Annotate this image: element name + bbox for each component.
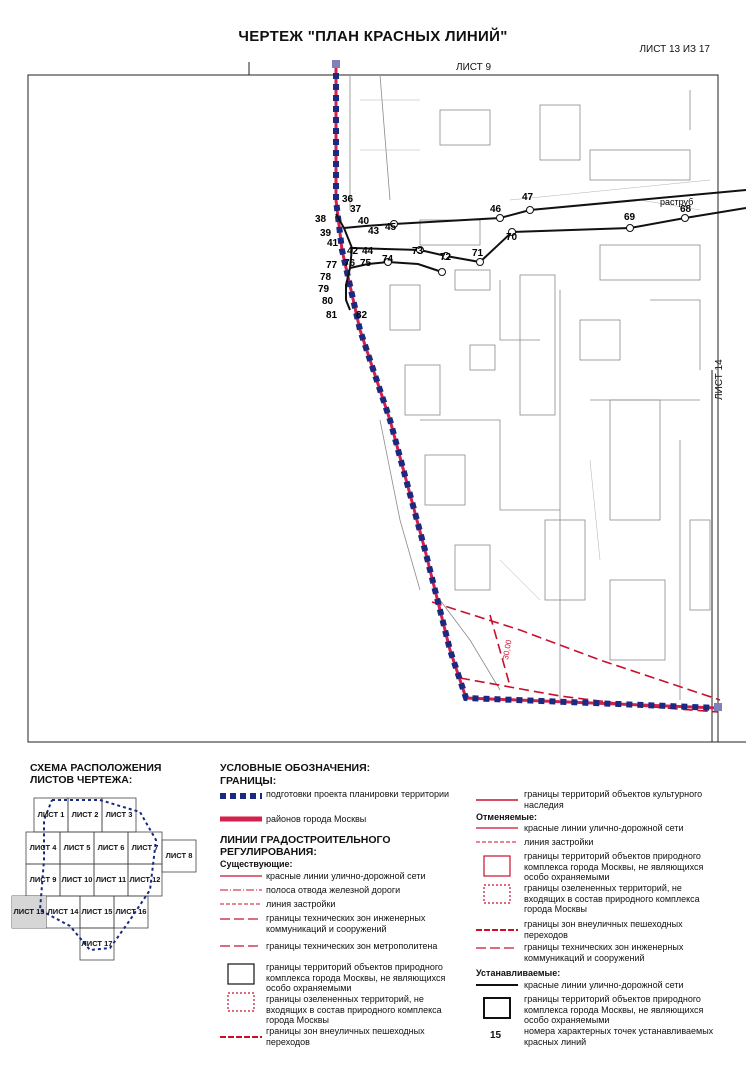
scheme-sheet-9[interactable]: ЛИСТ 9	[29, 875, 57, 884]
legend-symbols-right	[476, 800, 518, 1018]
scheme-sheet-3[interactable]: ЛИСТ 3	[105, 810, 133, 819]
scheme-sheet-14[interactable]: ЛИСТ 14	[47, 907, 79, 916]
legend-existing-railway: полоса отвода железной дороги	[266, 885, 401, 895]
legend-established-points: номера характерных точек устанавливаемых красных линий	[524, 1026, 714, 1047]
point-label-41: 41	[327, 238, 339, 249]
base-map-detail	[360, 100, 710, 600]
point-label-46: 46	[490, 204, 502, 215]
point-label-82: 82	[356, 310, 368, 321]
scheme-sheet-11[interactable]: ЛИСТ 11	[95, 875, 127, 884]
boundary-end-marker	[714, 703, 722, 711]
point-label-38: 38	[315, 214, 327, 225]
point-label-40: 40	[358, 216, 370, 227]
adjacent-sheet-right[interactable]: ЛИСТ 14	[714, 359, 725, 400]
adjacent-sheet-top[interactable]: ЛИСТ 9	[456, 62, 492, 73]
legend-existing-title: Существующие:	[220, 859, 293, 869]
legend-existing-metro-zones: границы технических зон метрополитена	[266, 941, 438, 951]
point-labels	[315, 192, 692, 321]
scheme-sheet-17[interactable]: ЛИСТ 17	[81, 939, 113, 948]
legend-established-nature: границы территорий объектов природного комплекса города Москвы, не являющихся особо охраняемыми	[524, 994, 704, 1025]
point-label-73: 73	[412, 246, 424, 257]
boundary-start-marker	[332, 60, 340, 68]
scheme-sheet-10[interactable]: ЛИСТ 10	[61, 875, 93, 884]
legend-border-district: районов города Москвы	[266, 814, 367, 824]
scheme-sheet-5[interactable]: ЛИСТ 5	[63, 843, 91, 852]
legend-existing-nature: границы территорий объектов природного комплекса города Москвы, не являющихся особо охраняемыми	[266, 962, 446, 993]
legend-cancelled-red-lines: красные линии улично-дорожной сети	[524, 823, 684, 833]
legend-border-project: подготовки проекта планировки территории	[266, 789, 450, 799]
legend-existing-engineering-zones: границы технических зон инженерных коммуникаций и сооружений	[266, 913, 426, 934]
project-boundary	[336, 62, 718, 708]
point-label-76: 76	[344, 258, 356, 269]
point-label-78: 78	[320, 272, 332, 283]
legend-reg-lines-title: ЛИНИИ ГРАДОСТРОИТЕЛЬНОГО РЕГУЛИРОВАНИЯ:	[220, 834, 391, 858]
pipe-label: раструб	[660, 197, 694, 207]
point-label-36: 36	[342, 194, 354, 205]
point-label-75: 75	[360, 258, 372, 269]
legend-borders-title: ГРАНИЦЫ:	[220, 775, 277, 787]
scheme-sheet-12[interactable]: ЛИСТ 12	[129, 875, 161, 884]
legend-title: УСЛОВНЫЕ ОБОЗНАЧЕНИЯ:	[220, 762, 371, 774]
scheme-sheet-13[interactable]: ЛИСТ 13	[13, 907, 45, 916]
point-label-74: 74	[382, 254, 394, 265]
map-frame	[28, 75, 718, 742]
point-label-68: 68	[680, 204, 692, 215]
legend-cancelled-title: Отменяемые:	[476, 812, 537, 822]
point-label-45: 45	[385, 222, 397, 233]
dimension-label: 30,00	[501, 639, 514, 661]
point-label-42: 42	[347, 246, 359, 257]
scheme-sheet-4[interactable]: ЛИСТ 4	[29, 843, 57, 852]
legend-cancelled-building-line: линия застройки	[524, 837, 594, 847]
point-label-70: 70	[506, 232, 518, 243]
drawing-title: ЧЕРТЕЖ "ПЛАН КРАСНЫХ ЛИНИЙ"	[238, 28, 508, 45]
legend-established-title: Устанавливаемые:	[476, 968, 561, 978]
point-label-44: 44	[362, 246, 374, 257]
legend-existing-building-line: линия застройки	[266, 899, 336, 909]
legend-symbols-existing	[220, 876, 262, 1037]
scheme-sheet-6[interactable]: ЛИСТ 6	[97, 843, 125, 852]
scheme-sheet-15[interactable]: ЛИСТ 15	[81, 907, 113, 916]
scheme-title: СХЕМА РАСПОЛОЖЕНИЯ ЛИСТОВ ЧЕРТЕЖА:	[30, 762, 162, 786]
legend-existing-red-lines: красные линии улично-дорожной сети	[266, 871, 426, 881]
legend-existing-pedestrian: границы зон внеуличных пешеходных переходов	[266, 1026, 425, 1047]
point-label-39: 39	[320, 228, 332, 239]
point-label-72: 72	[440, 252, 452, 263]
point-label-37: 37	[350, 204, 362, 215]
legend-established-red-lines: красные линии улично-дорожной сети	[524, 980, 684, 990]
point-label-71: 71	[472, 248, 484, 259]
legend-cancelled-pedestrian: границы зон внеуличных пешеходных переходов	[524, 919, 683, 940]
point-label-80: 80	[322, 296, 334, 307]
legend-cancelled-engineering: границы технических зон инженерных коммуникаций и сооружений	[524, 942, 684, 963]
base-map	[350, 75, 710, 700]
point-label-47: 47	[522, 192, 534, 203]
scheme-sheet-8[interactable]: ЛИСТ 8	[165, 851, 193, 860]
scheme-sheet-1[interactable]: ЛИСТ 1	[37, 810, 65, 819]
scheme-sheet-16[interactable]: ЛИСТ 16	[115, 907, 147, 916]
legend-heritage: границы территорий объектов культурного наследия	[524, 789, 703, 810]
legend-existing-green: границы озелененных территорий, не входящих в состав природного комплекса города Москвы	[266, 994, 442, 1025]
legend-point-example: 15	[490, 1030, 502, 1041]
legend-cancelled-green: границы озелененных территорий, не входящих в состав природного комплекса города Москвы	[524, 883, 700, 914]
point-markers	[385, 207, 689, 276]
point-label-43: 43	[368, 226, 380, 237]
scheme-sheet-2[interactable]: ЛИСТ 2	[71, 810, 99, 819]
legend-cancelled-nature: границы территорий объектов природного комплекса города Москвы, не являющихся особо охраняемыми	[524, 851, 704, 882]
scheme-sheet-7[interactable]: ЛИСТ 7	[131, 843, 159, 852]
point-label-77: 77	[326, 260, 338, 271]
point-label-69: 69	[624, 212, 636, 223]
point-label-79: 79	[318, 284, 330, 295]
point-label-81: 81	[326, 310, 338, 321]
district-border	[336, 62, 718, 708]
sheet-number: ЛИСТ 13 ИЗ 17	[639, 44, 710, 55]
